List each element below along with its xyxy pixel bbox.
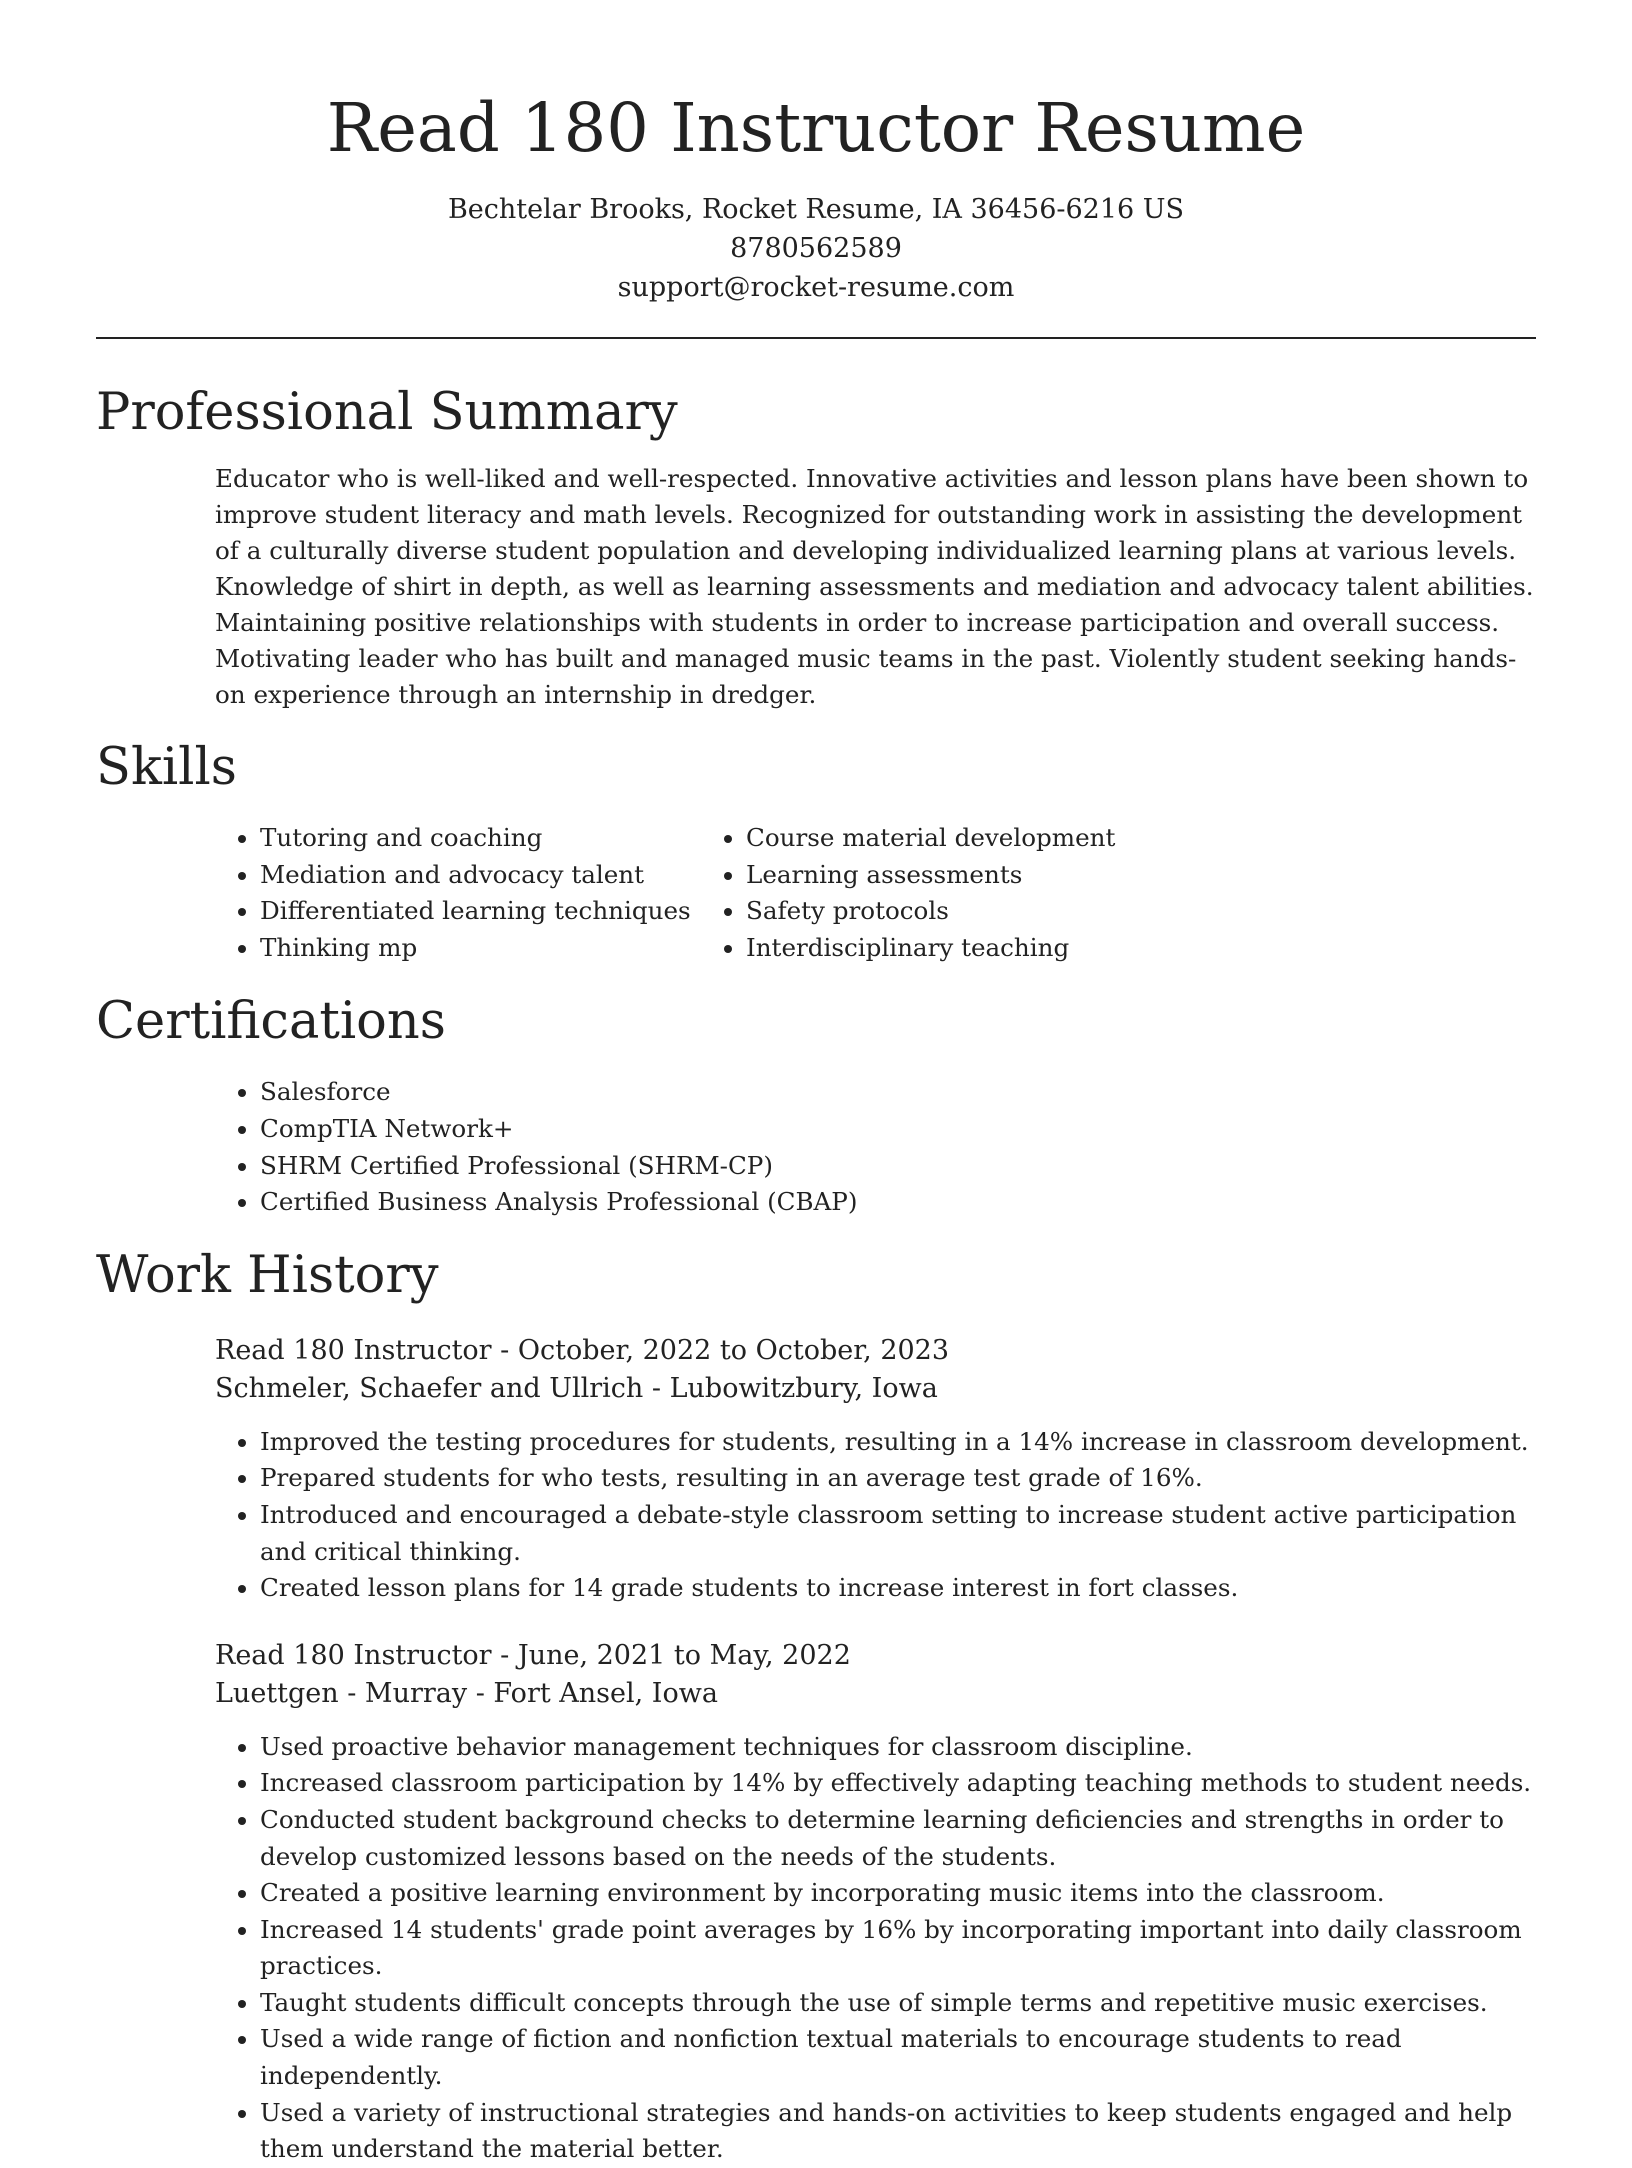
job-role: Read 180 Instructor	[215, 1639, 492, 1671]
job-bullet: • Used proactive behavior management techniques for classroom discipline.	[260, 1729, 1536, 1766]
job-bullet: • Used a variety of instructional strategies and hands-on activities to keep students engaged and help them understand the material better.	[260, 2095, 1536, 2168]
certifications-list	[96, 1074, 1536, 1220]
contact-email: support@rocket-resume.com	[617, 272, 1015, 303]
job-entry	[215, 1637, 1536, 2168]
resume-header	[96, 0, 1536, 307]
job-dates: - June, 2021 to May, 2022	[491, 1639, 851, 1671]
certification-item: • SHRM Certified Professional (SHRM-CP)	[260, 1148, 1536, 1185]
skill-item: • Mediation and advocacy talent	[260, 857, 746, 894]
skills-heading: Skills	[96, 738, 237, 797]
job-bullet: • Created lesson plans for 14 grade students to increase interest in fort classes.	[260, 1570, 1536, 1607]
job-company-line	[215, 1370, 1536, 1408]
job-location: - Fort Ansel, Iowa	[467, 1677, 718, 1709]
skill-item: • Safety protocols	[746, 893, 1446, 930]
job-bullet: • Improved the testing procedures for students, resulting in a 14% increase in classroom development.	[260, 1424, 1536, 1461]
certification-item: • Certified Business Analysis Professional (CBAP)	[260, 1184, 1536, 1221]
job-company: Luettgen - Murray	[215, 1677, 468, 1709]
skill-item: • Thinking mp	[260, 930, 746, 967]
skills-list	[96, 820, 1536, 966]
job-company-line	[215, 1675, 1536, 1713]
summary-heading: Professional Summary	[96, 383, 678, 442]
job-bullet: • Introduced and encouraged a debate-style classroom setting to increase student active participation and critical thinking.	[260, 1497, 1536, 1570]
contact-block	[96, 190, 1536, 307]
job-header	[215, 1637, 1536, 1713]
job-location: - Lubowitzbury, Iowa	[643, 1372, 938, 1404]
skills-column-1	[96, 820, 746, 966]
job-bullet: • Prepared students for who tests, resulting in an average test grade of 16%.	[260, 1460, 1536, 1497]
job-bullet: • Conducted student background checks to determine learning deficiencies and strengths in order to develop customized lessons based on the needs of the students.	[260, 1802, 1536, 1875]
summary-text: Educator who is well-liked and well-respected. Innovative activities and lesson plans have been shown to improve student literacy and math levels. Recognized for outstanding work in assisting the development of a culturally diverse student population and developing individualized learning plans at various levels. Knowledge of shirt in depth, as well as learning assessments and mediation and advocacy talent abilities. Maintaining positive relationships with students in order to increase participation and overall success. Motivating leader who has built and managed music teams in the past. Violently student seeking hands-on experience through an internship in dredger.	[215, 464, 1534, 709]
header-divider	[96, 337, 1536, 339]
job-dates: - October, 2022 to October, 2023	[491, 1334, 950, 1366]
job-bullet: • Used a wide range of fiction and nonfiction textual materials to encourage students to read independently.	[260, 2021, 1536, 2094]
job-title-line	[215, 1637, 1536, 1675]
job-header	[215, 1332, 1536, 1408]
resume-title: Read 180 Instructor Resume	[326, 89, 1306, 167]
certification-item: • Salesforce	[260, 1074, 1536, 1111]
work-history-heading: Work History	[96, 1245, 439, 1305]
job-bullet: • Created a positive learning environment by incorporating music items into the classroom.	[260, 1875, 1536, 1912]
job-bullet: • Taught students difficult concepts through the use of simple terms and repetitive music exercises.	[260, 1985, 1536, 2022]
skill-item: • Interdisciplinary teaching	[746, 930, 1446, 967]
skill-item: • Course material development	[746, 820, 1446, 857]
job-bullets	[215, 1424, 1536, 1607]
job-title-line	[215, 1332, 1536, 1370]
job-bullet: • Increased classroom participation by 14% by effectively adapting teaching methods to student needs.	[260, 1765, 1536, 1802]
skill-item: • Tutoring and coaching	[260, 820, 746, 857]
job-bullets	[215, 1729, 1536, 2168]
skill-item: • Learning assessments	[746, 857, 1446, 894]
certification-item: • CompTIA Network+	[260, 1111, 1536, 1148]
job-company: Schmeler, Schaefer and Ullrich	[215, 1372, 644, 1404]
job-entry	[215, 1332, 1536, 1607]
job-bullet: • Increased 14 students' grade point averages by 16% by incorporating important into daily classroom practices.	[260, 1912, 1536, 1985]
certifications-heading: Certifications	[96, 992, 446, 1052]
contact-phone: 8780562589	[730, 233, 902, 264]
skills-column-2	[746, 820, 1446, 966]
contact-address: Bechtelar Brooks, Rocket Resume, IA 36456-6216 US	[447, 194, 1185, 225]
job-role: Read 180 Instructor	[215, 1334, 492, 1366]
skill-item: • Differentiated learning techniques	[260, 893, 746, 930]
